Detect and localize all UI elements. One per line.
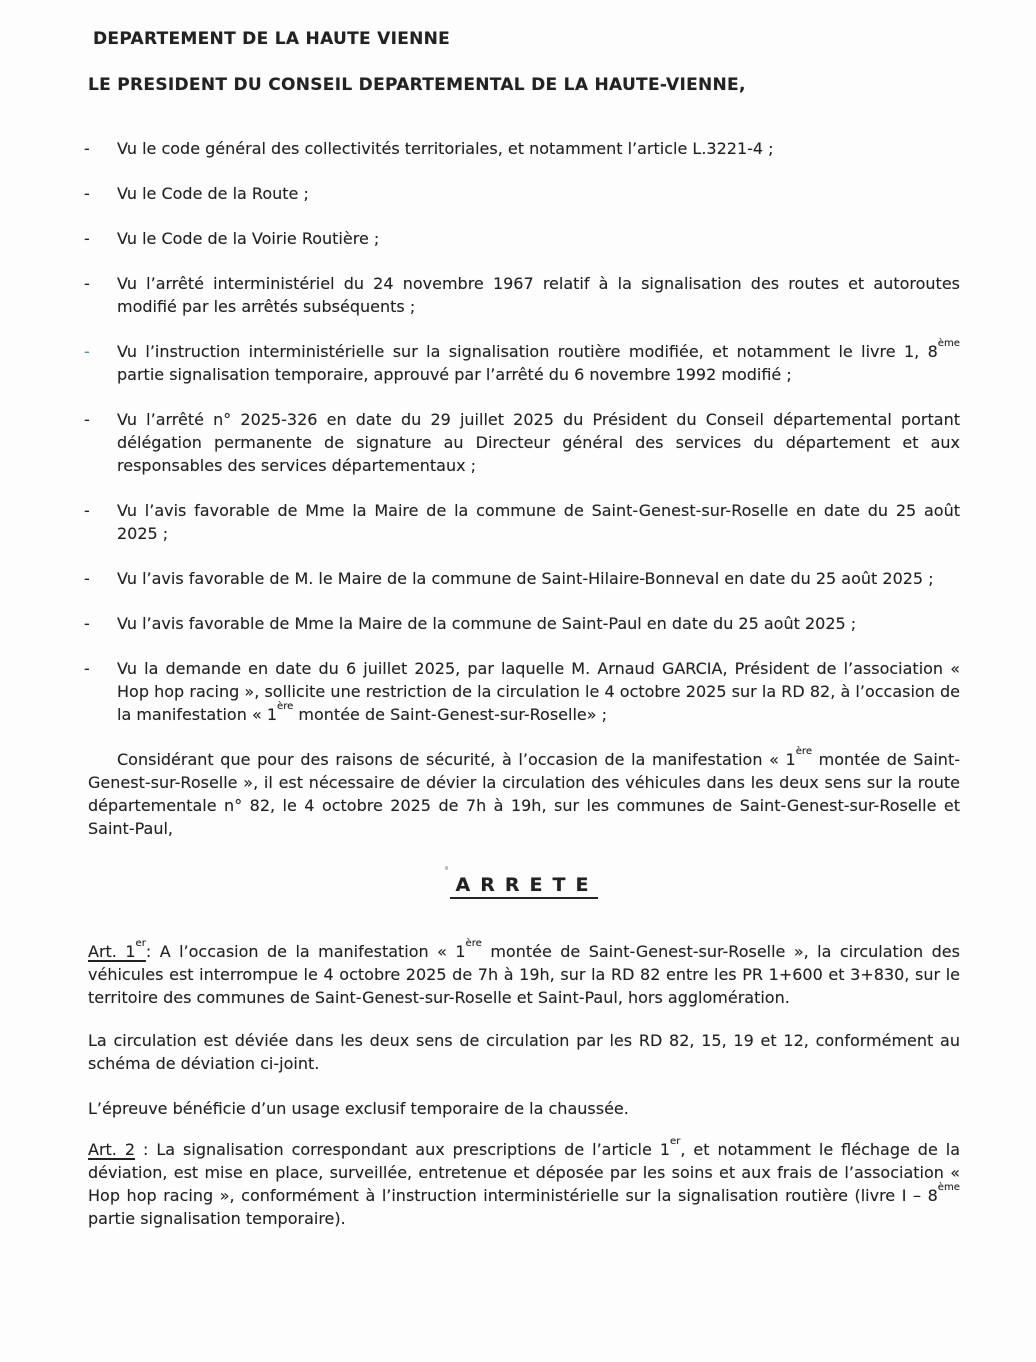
article-1-paragraph — [88, 940, 960, 1009]
visa-item-code-collectivites — [84, 137, 960, 160]
article-2-separator: : — [135, 1140, 157, 1159]
article-2-body-post: partie signalisation temporaire). — [88, 1209, 346, 1228]
arrete-heading-text: ARRETE — [450, 874, 599, 899]
visa-list — [84, 137, 960, 726]
considerant-pre: Considérant que pour des raisons de sécurité, à l’occasion de la manifestation « 1 — [117, 750, 796, 769]
superscript: ème — [937, 338, 960, 350]
article-1-label: Art. 1er — [88, 938, 146, 961]
visa-text — [117, 659, 960, 724]
visa-item-code-route — [84, 182, 960, 205]
visa-text-pre: Vu la demande en date du 6 juillet 2025, par laquelle M. Arnaud GARCIA, Président de l’association « Hop hop racing », sollicite une restriction de la circulation le 4 octobre 2025 sur la RD 82, à l’occasion de la manifestation « 1 — [117, 659, 960, 724]
article-2-body-pre: La signalisation correspondant aux prescriptions de l’article 1 — [156, 1140, 670, 1159]
bullet-dash: - — [84, 229, 90, 248]
president-title: LE PRESIDENT DU CONSEIL DEPARTEMENTAL DE LA HAUTE-VIENNE, — [88, 75, 746, 95]
superscript: ème — [937, 1182, 960, 1194]
visa-text-pre: Vu l’instruction interministérielle sur la signalisation routière modifiée, et notamment le livre 1, 8 — [117, 342, 938, 361]
bullet-dash: - — [84, 274, 90, 293]
visa-text: Vu le Code de la Route ; — [117, 184, 309, 203]
visa-item-avis-saint-paul — [84, 612, 960, 635]
superscript: ère — [277, 701, 294, 713]
visa-item-arrete-1967 — [84, 272, 960, 318]
bullet-dash: - — [84, 501, 90, 520]
arrete-heading — [88, 872, 960, 898]
scan-artifact-dot — [445, 866, 448, 870]
superscript: ère — [465, 938, 482, 950]
bullet-dash: - — [84, 184, 90, 203]
article-1-body-post: montée de Saint-Genest-sur-Roselle », la circulation des véhicules est interrompue le 4 octobre 2025 de 7h à 19h, sur la RD 82 entre les PR 1+600 et 3+830, sur le territoire des communes de Saint-Genest-sur-Roselle et Saint-Paul, hors agglomération. — [88, 942, 960, 1007]
considerant-post: montée de Saint-Genest-sur-Roselle », il est nécessaire de dévier la circulation des véhicules dans les deux sens sur la route départementale n° 82, le 4 octobre 2025 de 7h à 19h, sur les communes de Saint-Genest-sur-Roselle et Saint-Paul, — [88, 750, 960, 838]
article-1-body-pre: A l’occasion de la manifestation « 1 — [159, 942, 466, 961]
article-2-label: Art. 2 — [88, 1140, 136, 1159]
visa-item-arrete-2025-326 — [84, 408, 960, 477]
considerant-paragraph — [88, 748, 960, 840]
deviation-paragraph: La circulation est déviée dans les deux sens de circulation par les RD 82, 15, 19 et 12, conformément au schéma de déviation ci-joint. — [88, 1031, 960, 1073]
article-2-paragraph — [88, 1138, 960, 1230]
visa-text: Vu le code général des collectivités territoriales, et notamment l’article L.3221-4 ; — [117, 139, 774, 158]
visa-item-code-voirie — [84, 227, 960, 250]
visa-item-avis-saint-hilaire — [84, 567, 960, 590]
visa-text: Vu l’avis favorable de Mme la Maire de la commune de Saint-Genest-sur-Roselle en date du 25 août 2025 ; — [117, 501, 960, 543]
superscript: er — [135, 938, 146, 950]
bullet-dash: - — [84, 139, 90, 158]
visa-text-post: montée de Saint-Genest-sur-Roselle» ; — [293, 705, 608, 724]
visa-text: Vu l’avis favorable de M. le Maire de la commune de Saint-Hilaire-Bonneval en date du 25 août 2025 ; — [117, 569, 934, 588]
department-title: DEPARTEMENT DE LA HAUTE VIENNE — [93, 29, 451, 49]
visa-item-instruction-interministerielle — [84, 338, 960, 386]
visa-text — [117, 338, 960, 384]
usage-paragraph: L’épreuve bénéficie d’un usage exclusif temporaire de la chaussée. — [88, 1099, 629, 1118]
visa-item-demande-garcia — [84, 657, 960, 726]
bullet-dash: - — [84, 659, 90, 678]
visa-text: Vu l’arrêté n° 2025-326 en date du 29 juillet 2025 du Président du Conseil départemental portant délégation permanente de signature au Directeur général des services du département et aux responsables des services départementaux ; — [117, 410, 960, 475]
bullet-dash: - — [84, 410, 90, 429]
visa-text: Vu l’arrêté interministériel du 24 novembre 1967 relatif à la signalisation des routes et autoroutes modifié par les arrêtés subséquents ; — [117, 274, 960, 316]
article-1-separator: : — [145, 942, 160, 961]
article-2-body-mid: , et notamment le fléchage de la déviation, est mise en place, surveillée, entretenue et déposée par les soins et aux frais de l’association « Hop hop racing », conformément à l’instruction interministérielle sur la signalisation routière (livre I – 8 — [88, 1140, 961, 1205]
visa-text: Vu l’avis favorable de Mme la Maire de la commune de Saint-Paul en date du 25 août 2025 ; — [117, 614, 857, 633]
superscript: ère — [795, 746, 813, 758]
visa-item-avis-saint-genest — [84, 499, 960, 545]
visa-text: Vu le Code de la Voirie Routière ; — [117, 229, 380, 248]
visa-text-post: partie signalisation temporaire, approuvé par l’arrêté du 6 novembre 1992 modifié ; — [117, 365, 792, 384]
bullet-dash-accent: - — [84, 342, 90, 361]
bullet-dash: - — [84, 614, 90, 633]
bullet-dash: - — [84, 569, 90, 588]
superscript: er — [670, 1136, 681, 1148]
